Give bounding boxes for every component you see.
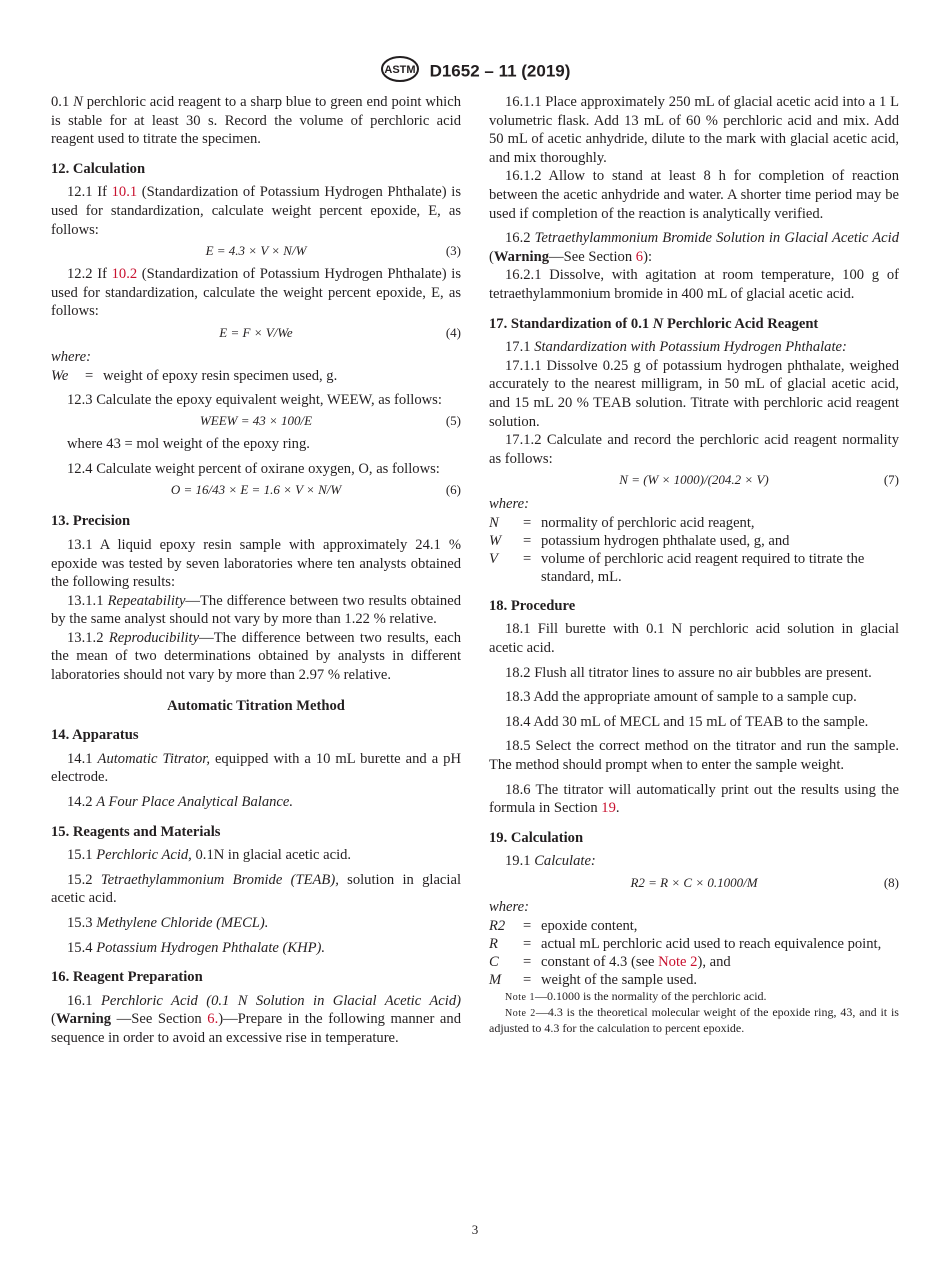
paragraph-12-1: 12.1 If 10.1 (Standardization of Potassium Hydrogen Phthalate) is used for standardization, calculate weight percent epoxide, E, as follows: xyxy=(51,184,461,238)
paragraph-14-2: 14.2 A Four Place Analytical Balance. xyxy=(67,794,294,811)
section-14-title: 14. Apparatus xyxy=(51,727,139,744)
paragraph-18-1: 18.1 Fill burette with 0.1 N perchloric acid solution in glacial acetic acid. xyxy=(489,621,899,657)
section-13-title: 13. Precision xyxy=(51,513,131,530)
paragraph-16-1-1: 16.1.1 Place approximately 250 mL of glacial acetic acid into a 1 L volumetric flask. Add 13 mL of 60 % perchloric acid and mix. Add 50 mL of acetic anhydride, dilute to the mark with glacial acetic acid, and mix thoroughly. xyxy=(489,94,899,166)
equation-7: N = (W × 1000)/(204.2 × V) (7) xyxy=(619,472,899,488)
paragraph-17-1-1: 17.1.1 Dissolve 0.25 g of potassium hydrogen phthalate, weighed accurately to the nearest milligram, in 50 mL of glacial acetic acid, and 15 mL 20 % TEAB solution. Titrate with perchloric acid reagent solution. xyxy=(489,357,899,430)
equation-3: E = 4.3 × V × N/W (3) xyxy=(205,243,461,259)
where-label-17: where: xyxy=(489,496,529,513)
paragraph-18-4: 18.4 Add 30 mL of MECL and 15 mL of TEAB to the sample. xyxy=(505,713,869,730)
definition-n: N = normality of perchloric acid reagent, xyxy=(489,514,755,531)
paragraph-18-2: 18.2 Flush all titrator lines to assure no air bubbles are present. xyxy=(505,664,872,681)
paragraph-13-1: 13.1 A liquid epoxy resin sample with approximately 24.1 % epoxide was tested by seven laboratories where ten analysts obtained the following results: xyxy=(51,536,461,591)
section-19-title: 19. Calculation xyxy=(489,829,584,846)
section-16-title: 16. Reagent Preparation xyxy=(51,969,203,986)
right-column xyxy=(489,93,899,1036)
section-17-title: 17. Standardization of 0.1 N Perchloric Acid Reagent xyxy=(489,315,819,332)
paragraph-13-1-1: 13.1.1 Repeatability—The difference between two results obtained by the same analyst should not vary by more than 1.22 % relative. xyxy=(51,592,462,628)
page-number: 3 xyxy=(471,1222,479,1237)
paragraph-15-2: 15.2 Tetraethylammonium Bromide (TEAB), solution in glacial acetic acid. xyxy=(51,871,461,907)
link-10-2[interactable]: 10.2 xyxy=(111,266,138,283)
paragraph-15-4: 15.4 Potassium Hydrogen Phthalate (KHP). xyxy=(67,939,326,956)
note-1: Note 1—0.1000 is the normality of the perchloric acid. xyxy=(505,988,767,1003)
where-label-19: where: xyxy=(489,899,529,915)
paragraph-12-3: 12.3 Calculate the epoxy equivalent weight, WEEW, as follows: xyxy=(67,391,442,408)
definition-w: W = potassium hydrogen phthalate used, g, and xyxy=(489,532,790,549)
note-2: Note 2—4.3 is the theoretical molecular weight of the epoxide ring, 43, and it is adjusted to 4.3 for the calculation to percent epoxide. xyxy=(489,1004,899,1035)
paragraph-12-4: 12.4 Calculate weight percent of oxirane oxygen, O, as follows: xyxy=(67,460,440,477)
paragraph-18-5: 18.5 Select the correct method on the titrator and run the sample. The method should prompt when to enter the sample weight. xyxy=(489,738,899,774)
section-18-title: 18. Procedure xyxy=(489,597,576,614)
method-title: Automatic Titration Method xyxy=(167,697,345,714)
page-header xyxy=(0,55,950,88)
section-12-title: 12. Calculation xyxy=(51,160,146,177)
definition-v: V = volume of perchloric acid reagent required to titrate the standard, mL. xyxy=(489,550,865,585)
definition-we: We = weight of epoxy resin specimen used, g. xyxy=(51,367,338,384)
paragraph-16-2: 16.2 Tetraethylammonium Bromide Solution in Glacial Acetic Acid (Warning—See Section 6): xyxy=(489,230,899,265)
paragraph-17-1: 17.1 Standardization with Potassium Hydrogen Phthalate: xyxy=(505,339,847,356)
link-note-2[interactable]: Note 2 xyxy=(658,953,698,970)
equation-5: WEEW = 43 × 100/E (5) xyxy=(199,413,461,429)
paragraph-12-3-where: where 43 = mol weight of the epoxy ring. xyxy=(67,436,310,453)
paragraph-16-2-1: 16.2.1 Dissolve, with agitation at room temperature, 100 g of tetraethylammonium bromide in 400 mL of glacial acetic acid. xyxy=(489,267,899,302)
paragraph-continuation: 0.1 N perchloric acid reagent to a sharp blue to green end point which is stable for at least 30 s. Record the volume of perchloric acid reagent used to titrate the specimen. xyxy=(51,94,461,148)
link-section-19[interactable]: 19 xyxy=(601,800,616,817)
definition-c: C = constant of 4.3 (see Note 2), and xyxy=(489,953,731,970)
link-section-6[interactable]: 6. xyxy=(207,1011,219,1028)
paragraph-17-1-2: 17.1.2 Calculate and record the perchloric acid reagent normality as follows: xyxy=(489,432,899,467)
paragraph-13-1-2: 13.1.2 Reproducibility—The difference between two results, each the mean of two determinations obtained by analysts in different laboratories should not vary by more than 2.97 % relative. xyxy=(51,629,461,684)
paragraph-15-1: 15.1 Perchloric Acid, 0.1N in glacial acetic acid. xyxy=(67,847,352,864)
paragraph-18-6: 18.6 The titrator will automatically print out the results using the formula in Section 19. xyxy=(489,781,899,817)
link-10-1[interactable]: 10.1 xyxy=(111,184,138,201)
definition-m: M = weight of the sample used. xyxy=(489,971,698,988)
definition-r: R = actual mL perchloric acid used to reach equivalence point, xyxy=(489,935,882,952)
equation-4: E = F × V/We (4) xyxy=(219,324,461,340)
astm-logo-icon xyxy=(380,55,420,88)
equation-6: O = 16/43 × E = 1.6 × V × N/W (6) xyxy=(170,482,461,498)
paragraph-16-1: 16.1 Perchloric Acid (0.1 N Solution in Glacial Acetic Acid) (Warning —See Section 6.)—Prepare in the following manner and sequence in order to avoid an excessive rise in temperature. xyxy=(51,992,461,1046)
paragraph-19-1: 19.1 Calculate: xyxy=(505,853,596,870)
link-section-6-b[interactable]: 6 xyxy=(635,248,644,265)
section-15-title: 15. Reagents and Materials xyxy=(51,823,221,840)
paragraph-18-3: 18.3 Add the appropriate amount of sample to a sample cup. xyxy=(505,689,857,706)
paragraph-15-3: 15.3 Methylene Chloride (MECL). xyxy=(67,915,269,931)
definition-r2: R2 = epoxide content, xyxy=(489,917,638,934)
where-label: where: xyxy=(51,348,91,365)
paragraph-14-1: 14.1 Automatic Titrator, equipped with a 10 mL burette and a pH electrode. xyxy=(51,750,461,786)
paragraph-12-2: 12.2 If 10.2 (Standardization of Potassium Hydrogen Phthalate) is used for standardization, calculate the weight percent epoxide, E, as follows: xyxy=(51,266,461,320)
equation-8: R2 = R × C × 0.1000/M (8) xyxy=(630,875,899,890)
paragraph-16-1-2: 16.1.2 Allow to stand at least 8 h for completion of reaction between the acetic anhydride and water. A shorter time period may be used if completion of the reaction is analytically verified. xyxy=(489,168,899,222)
document-id: D1652 – 11 (2019) xyxy=(429,61,571,81)
svg-text:ASTM: ASTM xyxy=(383,64,416,76)
left-column xyxy=(51,93,461,1048)
